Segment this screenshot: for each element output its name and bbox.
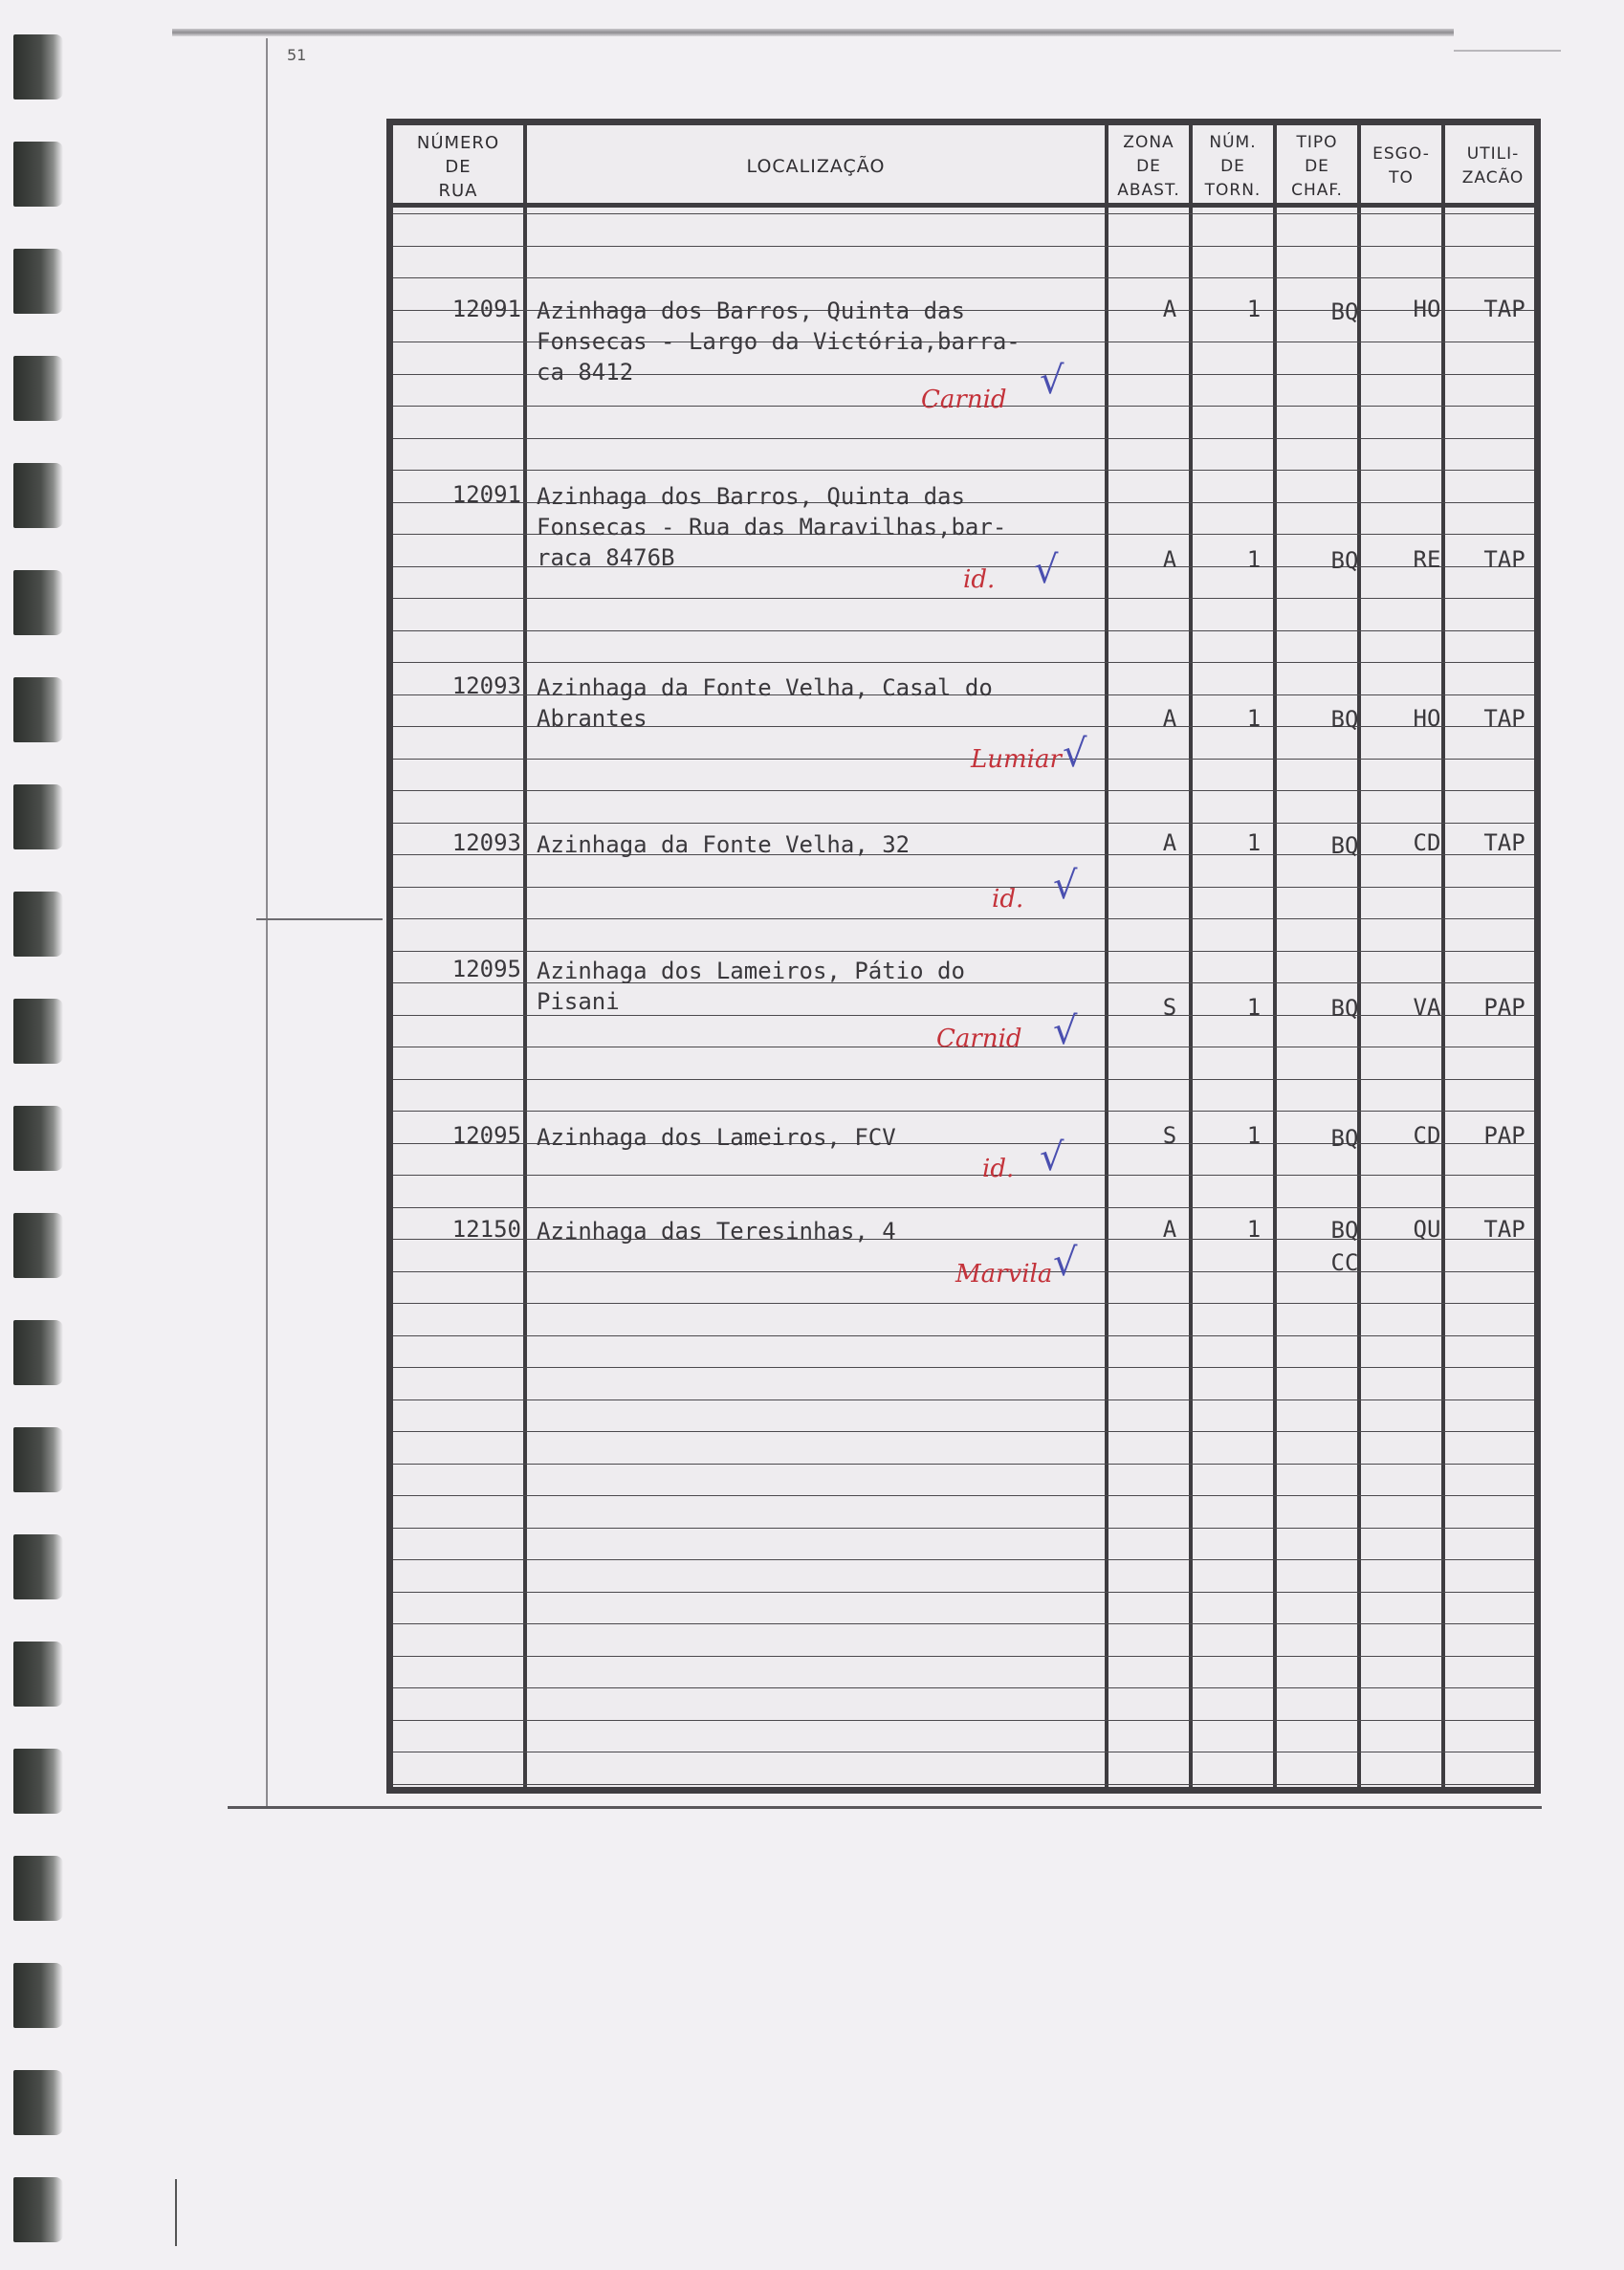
ruled-line — [393, 1207, 1534, 1208]
row-util: PAP — [1483, 1122, 1525, 1149]
row-torn: 1 — [1246, 1122, 1262, 1149]
binding-hole — [13, 1106, 63, 1171]
ruled-line — [393, 1687, 1534, 1688]
ruled-line — [393, 1559, 1534, 1560]
header-esgoto: ESGO- TO — [1372, 144, 1430, 187]
binding-hole — [13, 999, 63, 1064]
binding-hole — [13, 1213, 63, 1278]
row-chaf: BQ — [1330, 706, 1359, 733]
checkmark-icon: √ — [1053, 1241, 1078, 1285]
row-numero: 12150 — [451, 1216, 521, 1243]
row-util: TAP — [1483, 1216, 1525, 1243]
row-torn: 1 — [1246, 829, 1262, 856]
header-chaf: TIPO DE CHAF. — [1291, 132, 1343, 200]
row-torn: 1 — [1246, 994, 1262, 1021]
row-chaf: BQ — [1330, 547, 1359, 574]
ruled-line — [393, 438, 1534, 439]
binding-hole — [13, 2070, 63, 2135]
row-zona: A — [1162, 829, 1177, 856]
checkmark-icon: √ — [1040, 1135, 1064, 1179]
header-localizacao: LOCALIZAÇÃO — [746, 155, 886, 177]
ruled-line — [393, 1528, 1534, 1529]
binding-hole — [13, 1749, 63, 1814]
row-chaf: BQ — [1330, 995, 1359, 1022]
ruled-line — [393, 1784, 1534, 1785]
row-localizacao: Azinhaga da Fonte Velha, Casal do Abrantes — [537, 674, 993, 732]
row-esgoto: VA — [1413, 994, 1441, 1021]
row-localizacao: Azinhaga dos Barros, Quinta das Fonsecas - Rua das Maravilhas,bar- raca 8476B — [537, 483, 1007, 571]
row-localizacao: Azinhaga dos Lameiros, Pátio do Pisani — [537, 958, 965, 1015]
row-esgoto: QU — [1413, 1216, 1441, 1243]
ruled-line — [393, 1495, 1534, 1496]
row-localizacao: Azinhaga dos Barros, Quinta das Fonsecas - Largo da Victória,barra- ca 8412 — [537, 298, 1020, 386]
margin-rule — [266, 38, 268, 1808]
row-chaf: BQ — [1330, 1125, 1359, 1152]
ruled-line — [393, 1656, 1534, 1657]
row-localizacao: Azinhaga das Teresinhas, 4 — [537, 1218, 896, 1245]
handwritten-note: Carnid — [921, 386, 1007, 414]
ruled-line — [393, 246, 1534, 247]
binding-hole — [13, 2177, 63, 2242]
binding-hole — [13, 1320, 63, 1385]
page-number: 51 — [287, 46, 307, 64]
row-chaf: BQ CC — [1330, 1217, 1359, 1276]
bottom-rule — [228, 1806, 1542, 1809]
row-torn: 1 — [1246, 546, 1262, 573]
ruled-line — [393, 823, 1534, 824]
binding-hole — [13, 1856, 63, 1921]
row-esgoto: HO — [1413, 705, 1441, 732]
row-chaf: BQ — [1330, 298, 1359, 325]
binding-hole — [13, 34, 63, 99]
row-util: TAP — [1483, 296, 1525, 322]
binding-hole — [13, 892, 63, 957]
row-numero: 12091 — [451, 296, 521, 322]
ruled-line — [393, 470, 1534, 471]
ruled-line — [393, 1720, 1534, 1721]
row-numero: 12095 — [451, 1122, 521, 1149]
ruled-line — [393, 1335, 1534, 1336]
handwritten-note: Marvila — [955, 1260, 1053, 1289]
row-zona: A — [1162, 1216, 1177, 1243]
row-numero: 12093 — [451, 672, 521, 699]
ruled-line — [393, 887, 1534, 888]
ruled-line — [393, 1623, 1534, 1624]
scan-top-edge — [1454, 50, 1561, 52]
binding-hole — [13, 1963, 63, 2028]
header-zona: ZONA DE ABAST. — [1117, 132, 1180, 200]
ruled-line — [393, 1079, 1534, 1080]
row-numero: 12091 — [451, 481, 521, 508]
binding-hole — [13, 1427, 63, 1492]
ruled-line — [393, 1111, 1534, 1112]
binding-holes — [13, 27, 71, 2256]
binding-hole — [13, 784, 63, 849]
handwritten-note: Lumiar — [971, 745, 1062, 774]
header-util: UTILI- ZACÃO — [1461, 144, 1525, 187]
ruled-line — [393, 213, 1534, 214]
ruled-line — [393, 1592, 1534, 1593]
row-torn: 1 — [1246, 296, 1262, 322]
row-zona: A — [1162, 546, 1177, 573]
ruled-line — [393, 598, 1534, 599]
checkmark-icon: √ — [1053, 1009, 1078, 1053]
handwritten-note: id. — [963, 565, 996, 594]
row-esgoto: RE — [1413, 546, 1441, 573]
checkmark-icon: √ — [1034, 548, 1059, 592]
handwritten-note: id. — [982, 1155, 1015, 1183]
ruled-line — [393, 662, 1534, 663]
checkmark-icon: √ — [1053, 864, 1078, 908]
handwritten-note: id. — [992, 885, 1024, 914]
binding-hole — [13, 570, 63, 635]
margin-stub — [175, 2179, 177, 2246]
row-zona: A — [1162, 296, 1177, 322]
row-esgoto: HO — [1413, 296, 1441, 322]
row-util: TAP — [1483, 705, 1525, 732]
row-esgoto: CD — [1413, 829, 1441, 856]
binding-hole — [13, 463, 63, 528]
row-chaf: BQ — [1330, 832, 1359, 859]
table-header — [393, 125, 1534, 208]
ruled-line — [393, 1367, 1534, 1368]
header-numero: NÚMERO DE RUA — [416, 132, 500, 201]
binding-hole — [13, 249, 63, 314]
margin-mark — [256, 918, 383, 920]
checkmark-icon: √ — [1040, 359, 1064, 403]
ruled-line — [393, 790, 1534, 791]
row-util: TAP — [1483, 546, 1525, 573]
ruled-line — [393, 759, 1534, 760]
ruled-line — [393, 1431, 1534, 1432]
row-localizacao: Azinhaga dos Lameiros, FCV — [537, 1124, 896, 1151]
row-torn: 1 — [1246, 1216, 1262, 1243]
register-form — [386, 119, 1541, 1794]
row-localizacao: Azinhaga da Fonte Velha, 32 — [537, 831, 911, 858]
row-torn: 1 — [1246, 705, 1262, 732]
checkmark-icon: √ — [1063, 732, 1087, 776]
ruled-line — [393, 918, 1534, 919]
binding-hole — [13, 356, 63, 421]
row-numero: 12093 — [451, 829, 521, 856]
binding-hole — [13, 1642, 63, 1707]
row-esgoto: CD — [1413, 1122, 1441, 1149]
scan-top-edge — [172, 29, 1454, 36]
binding-hole — [13, 142, 63, 207]
ruled-line — [393, 1303, 1534, 1304]
header-torn: NÚM. DE TORN. — [1204, 132, 1262, 200]
ruled-line — [393, 951, 1534, 952]
ruled-line — [393, 630, 1534, 631]
handwritten-note: Carnid — [936, 1025, 1022, 1053]
ruled-line — [393, 1464, 1534, 1465]
ruled-line — [393, 1175, 1534, 1176]
ruled-line — [393, 277, 1534, 278]
row-util: PAP — [1483, 994, 1525, 1021]
row-zona: S — [1162, 994, 1177, 1021]
row-zona: A — [1162, 705, 1177, 732]
binding-hole — [13, 677, 63, 742]
row-numero: 12095 — [451, 956, 521, 982]
binding-hole — [13, 1534, 63, 1599]
row-util: TAP — [1483, 829, 1525, 856]
row-zona: S — [1162, 1122, 1177, 1149]
ruled-line — [393, 1399, 1534, 1400]
